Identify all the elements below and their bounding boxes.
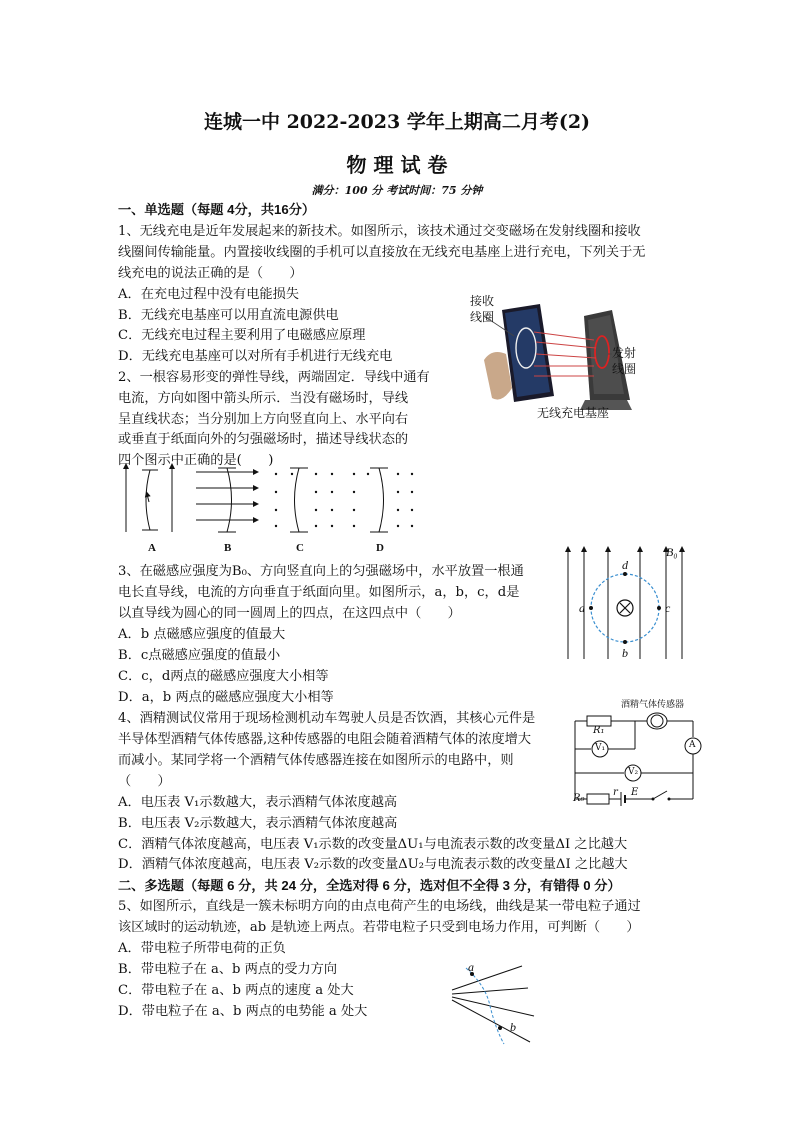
diagram-a: [126, 466, 172, 532]
point-d-label: d: [622, 558, 628, 572]
receive-coil-label-2: 线圈: [470, 310, 495, 324]
option-c: C．c，d两点的磁感应强度大小相等: [118, 669, 329, 684]
wire-diagrams: [118, 462, 418, 542]
question-text: 2、一根容易形变的弹性导线，两端固定．导线中通有: [118, 370, 430, 385]
magnetic-field-figure: [560, 545, 690, 663]
point-b-label: b: [622, 646, 628, 660]
field-line-diagram: [448, 960, 538, 1046]
diagram-label-b: B: [224, 542, 232, 554]
question-text: 半导体型酒精气体传感器,这种传感器的电阻会随着酒精气体的浓度增大: [118, 732, 532, 747]
diagram-label-a: A: [148, 542, 156, 554]
exam-title: 连城一中 2022-2023 学年上期高二月考(2): [203, 111, 591, 133]
wire-options-figure: [118, 462, 418, 558]
question-text: 电流，方向如图中箭头所示．当没有磁场时，导线: [118, 391, 409, 406]
circuit-figure: [565, 695, 710, 810]
diagram-d: [353, 468, 413, 532]
point-c-label: c: [665, 601, 671, 615]
question-2-line-5: 四个图示中正确的是( ): [118, 453, 274, 468]
option-c: C．酒精气体浓度越高，电压表 V₁示数的改变量ΔU₁与电流表示数的改变量ΔI 之比越大: [118, 837, 628, 852]
emf-label: E: [631, 787, 639, 798]
option-b: B．c点磁感应强度的值最小: [118, 648, 281, 663]
question-text: 1、无线充电是近年发展起来的新技术。如图所示，该技术通过交变磁场在发射线圈和接收: [118, 224, 641, 239]
diagram-label-d: D: [376, 542, 384, 554]
option-d: D．a，b 两点的磁感应强度大小相等: [118, 690, 334, 705]
question-text: 线圈间传输能量。内置接收线圈的手机可以直接放在无线充电基座上进行充电，下列关于无: [118, 245, 646, 260]
option-a: A．带电粒子所带电荷的正负: [118, 941, 286, 956]
exam-meta: 满分：100 分 考试时间：75 分钟: [311, 184, 483, 197]
question-text: 3、在磁感应强度为B₀、方向竖直向上的匀强磁场中，水平放置一根通: [118, 564, 524, 579]
charger-base-label: 无线充电基座: [537, 406, 610, 420]
b0-label: B₀: [666, 545, 678, 559]
question-text: 电长直导线，电流的方向垂直于纸面向里。如图所示，a，b，c，d是: [118, 585, 520, 600]
option-b: B．带电粒子在 a、b 两点的受力方向: [118, 962, 338, 977]
wireless-charger-figure: [462, 288, 662, 423]
point-a-label: a: [579, 601, 585, 615]
option-a: A．b 点磁感应强度的值最大: [118, 627, 286, 642]
receive-coil-label-1: 接收: [470, 294, 495, 308]
option-c: C．带电粒子在 a、b 两点的速度 a 处大: [118, 983, 354, 998]
question-text: （ ）: [118, 774, 171, 789]
option-b: B．电压表 V₂示数越大，表示酒精气体浓度越高: [118, 816, 398, 831]
diagram-c: [275, 468, 333, 532]
question-text: 4、酒精测试仪常用于现场检测机动车驾驶人员是否饮酒，其核心元件是: [118, 711, 536, 726]
section-single-choice: 一、单选题（每题 4分，共16分）: [118, 202, 316, 217]
question-2-line-4: 或垂直于纸面向外的匀强磁场时，描述导线状态的: [118, 432, 409, 447]
point-a-label: a: [468, 960, 474, 974]
diagram-label-c: C: [296, 542, 304, 554]
field-line-figure: [448, 960, 538, 1046]
option-d: D．酒精气体浓度越高，电压表 V₂示数的改变量ΔU₂与电流表示数的改变量ΔI 之比越大: [118, 857, 628, 872]
question-text: 而减小。某同学将一个酒精气体传感器连接在如图所示的电路中，则: [118, 753, 514, 768]
question-text: 线充电的说法正确的是（ ）: [118, 266, 303, 281]
diagram-b: [196, 468, 256, 532]
r0-label: R₀: [573, 793, 585, 804]
sensor-label: 酒精气体传感器: [621, 699, 685, 709]
send-coil-label-1: 发射: [612, 346, 637, 360]
option-d: D．无线充电基座可以对所有手机进行无线充电: [118, 349, 393, 364]
send-coil-label-2: 线圈: [612, 362, 637, 376]
option-d: D．带电粒子在 a、b 两点的电势能 a 处大: [118, 1004, 368, 1019]
internal-r-label: r: [613, 787, 618, 798]
question-text: 5、如图所示，直线是一簇未标明方向的由点电荷产生的电场线，曲线是某一带电粒子通过: [118, 899, 641, 914]
section-multi-choice: 二、多选题（每题 6 分，共 24 分，全选对得 6 分，选对但不全得 3 分，有错得 0 分）: [118, 878, 621, 893]
option-c: C．无线充电过程主要利用了电磁感应原理: [118, 328, 366, 343]
subject-title: 物 理 试 卷: [346, 153, 448, 177]
ammeter-label: A: [689, 740, 696, 750]
point-b-label: b: [510, 1020, 516, 1034]
option-a: A．电压表 V₁示数越大，表示酒精气体浓度越高: [118, 795, 398, 810]
option-a: A．在充电过程中没有电能损失: [118, 287, 299, 302]
r1-label: R₁: [593, 725, 605, 736]
v1-meter-label: V₁: [595, 743, 606, 753]
v2-meter-label: V₂: [628, 767, 639, 777]
question-text: 该区域时的运动轨迹，ab 是轨迹上两点。若带电粒子只受到电场力作用，可判断（ ）: [118, 920, 640, 935]
option-b: B．无线充电基座可以用直流电源供电: [118, 308, 339, 323]
question-text: 呈直线状态；当分别加上方向竖直向上、水平向右: [118, 412, 409, 427]
question-text: 以直导线为圆心的同一圆周上的四点，在这四点中（ ）: [118, 606, 461, 621]
